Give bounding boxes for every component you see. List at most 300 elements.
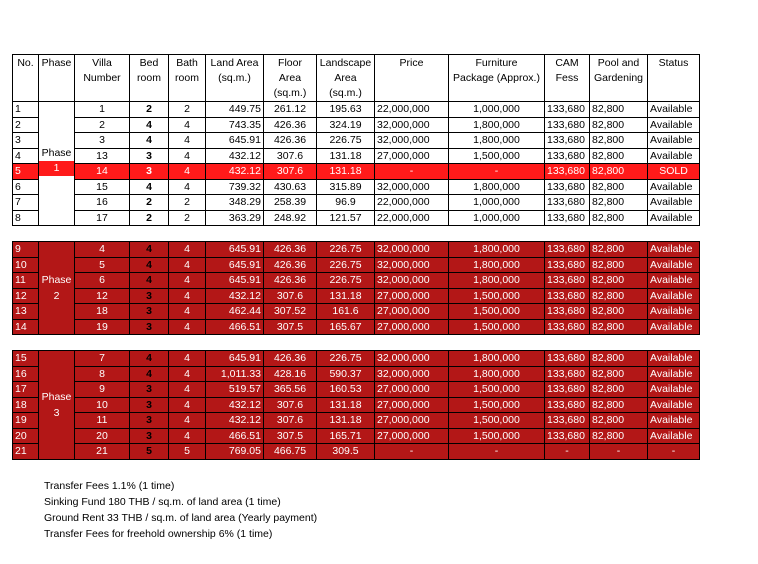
landscape-area: 315.89 bbox=[317, 179, 375, 195]
cam-fees: 133,680 bbox=[545, 102, 590, 118]
land-area: 432.12 bbox=[206, 148, 264, 164]
section-separator bbox=[13, 226, 700, 242]
row-number: 1 bbox=[13, 102, 39, 118]
column-header bbox=[545, 55, 590, 102]
price: 32,000,000 bbox=[375, 133, 449, 149]
price: - bbox=[375, 164, 449, 180]
land-area: 743.35 bbox=[206, 117, 264, 133]
row-number: 15 bbox=[13, 351, 39, 367]
cam-fees: 133,680 bbox=[545, 413, 590, 429]
phase-label: Phase bbox=[41, 147, 72, 159]
villa-number: 17 bbox=[75, 210, 130, 226]
price: 27,000,000 bbox=[375, 428, 449, 444]
column-header bbox=[375, 55, 449, 102]
table-row bbox=[13, 288, 700, 304]
bathrooms: 4 bbox=[169, 366, 206, 382]
column-header-line: (sq.m.) bbox=[329, 87, 362, 99]
phase-label: Phase bbox=[41, 274, 72, 286]
column-header-line: Pool and bbox=[597, 57, 640, 69]
column-header-line: Floor bbox=[278, 57, 302, 69]
row-number: 7 bbox=[13, 195, 39, 211]
villa-number: 3 bbox=[75, 133, 130, 149]
pool-gardening: 82,800 bbox=[590, 242, 648, 258]
row-number: 2 bbox=[13, 117, 39, 133]
column-header-line: Villa bbox=[92, 57, 112, 69]
price: 27,000,000 bbox=[375, 397, 449, 413]
pool-gardening: 82,800 bbox=[590, 273, 648, 289]
price: 32,000,000 bbox=[375, 351, 449, 367]
price: 22,000,000 bbox=[375, 195, 449, 211]
bedrooms: 4 bbox=[130, 273, 169, 289]
cam-fees: 133,680 bbox=[545, 288, 590, 304]
land-area: 769.05 bbox=[206, 444, 264, 460]
furniture-package: 1,000,000 bbox=[449, 210, 545, 226]
furniture-package: 1,800,000 bbox=[449, 257, 545, 273]
cam-fees: 133,680 bbox=[545, 179, 590, 195]
villa-number: 6 bbox=[75, 273, 130, 289]
floor-area: 365.56 bbox=[264, 382, 317, 398]
cam-fees: 133,680 bbox=[545, 148, 590, 164]
floor-area: 466.75 bbox=[264, 444, 317, 460]
table-row bbox=[13, 133, 700, 149]
pool-gardening: 82,800 bbox=[590, 288, 648, 304]
villa-price-table bbox=[12, 54, 700, 460]
row-number: 3 bbox=[13, 133, 39, 149]
bathrooms: 4 bbox=[169, 133, 206, 149]
cam-fees: 133,680 bbox=[545, 319, 590, 335]
table-row bbox=[13, 273, 700, 289]
land-area: 432.12 bbox=[206, 413, 264, 429]
cam-fees: 133,680 bbox=[545, 257, 590, 273]
cam-fees: 133,680 bbox=[545, 117, 590, 133]
pool-gardening: 82,800 bbox=[590, 195, 648, 211]
column-header-line: Bed bbox=[139, 57, 159, 69]
bathrooms: 4 bbox=[169, 257, 206, 273]
bathrooms: 4 bbox=[169, 148, 206, 164]
column-header-line: Number bbox=[83, 72, 121, 84]
phase-cell bbox=[39, 242, 75, 335]
column-header-line: No. bbox=[17, 57, 34, 69]
column-header bbox=[39, 55, 75, 102]
status-badge: Available bbox=[648, 428, 700, 444]
land-area: 645.91 bbox=[206, 242, 264, 258]
floor-area: 261.12 bbox=[264, 102, 317, 118]
table-row bbox=[13, 413, 700, 429]
land-area: 432.12 bbox=[206, 164, 264, 180]
land-area: 645.91 bbox=[206, 273, 264, 289]
table-row bbox=[13, 366, 700, 382]
status-badge: Available bbox=[648, 257, 700, 273]
table-row bbox=[13, 382, 700, 398]
column-header-line: Status bbox=[658, 57, 689, 69]
bedrooms: 4 bbox=[130, 133, 169, 149]
land-area: 462.44 bbox=[206, 304, 264, 320]
price: 27,000,000 bbox=[375, 304, 449, 320]
landscape-area: 226.75 bbox=[317, 351, 375, 367]
price: 27,000,000 bbox=[375, 413, 449, 429]
villa-number: 18 bbox=[75, 304, 130, 320]
column-header bbox=[130, 55, 169, 102]
villa-number: 11 bbox=[75, 413, 130, 429]
pool-gardening: 82,800 bbox=[590, 304, 648, 320]
table-row bbox=[13, 148, 700, 164]
column-header-line: Phase bbox=[41, 57, 72, 69]
price: 27,000,000 bbox=[375, 319, 449, 335]
bathrooms: 4 bbox=[169, 164, 206, 180]
floor-area: 430.63 bbox=[264, 179, 317, 195]
status-badge: Available bbox=[648, 413, 700, 429]
bedrooms: 3 bbox=[130, 304, 169, 320]
column-header bbox=[13, 55, 39, 102]
landscape-area: 131.18 bbox=[317, 148, 375, 164]
furniture-package: 1,800,000 bbox=[449, 117, 545, 133]
table-row bbox=[13, 164, 700, 180]
bedrooms: 3 bbox=[130, 319, 169, 335]
column-header-line: Fess bbox=[555, 72, 579, 84]
pool-gardening: 82,800 bbox=[590, 133, 648, 149]
table-row bbox=[13, 210, 700, 226]
bedrooms: 2 bbox=[130, 102, 169, 118]
cam-fees: 133,680 bbox=[545, 304, 590, 320]
pool-gardening: 82,800 bbox=[590, 319, 648, 335]
floor-area: 307.5 bbox=[264, 319, 317, 335]
column-header-line: Package (Approx.) bbox=[453, 72, 540, 84]
landscape-area: 121.57 bbox=[317, 210, 375, 226]
column-header bbox=[169, 55, 206, 102]
column-header bbox=[206, 55, 264, 102]
furniture-package: 1,000,000 bbox=[449, 195, 545, 211]
cam-fees: 133,680 bbox=[545, 242, 590, 258]
status-badge: Available bbox=[648, 366, 700, 382]
floor-area: 307.6 bbox=[264, 164, 317, 180]
row-number: 19 bbox=[13, 413, 39, 429]
column-header-line: (sq.m.) bbox=[273, 87, 307, 99]
column-header bbox=[590, 55, 648, 102]
landscape-area: 195.63 bbox=[317, 102, 375, 118]
floor-area: 426.36 bbox=[264, 242, 317, 258]
bathrooms: 4 bbox=[169, 413, 206, 429]
phase-number: 3 bbox=[53, 406, 60, 419]
row-number: 20 bbox=[13, 428, 39, 444]
column-header bbox=[449, 55, 545, 102]
table-row bbox=[13, 351, 700, 367]
landscape-area: 165.67 bbox=[317, 319, 375, 335]
floor-area: 426.36 bbox=[264, 117, 317, 133]
status-badge: Available bbox=[648, 319, 700, 335]
price: - bbox=[375, 444, 449, 460]
furniture-package: 1,500,000 bbox=[449, 319, 545, 335]
land-area: 645.91 bbox=[206, 257, 264, 273]
row-number: 6 bbox=[13, 179, 39, 195]
note-freehold-fees: Transfer Fees for freehold ownership 6% (1 time) bbox=[44, 528, 273, 540]
bathrooms: 4 bbox=[169, 179, 206, 195]
villa-number: 2 bbox=[75, 117, 130, 133]
price: 32,000,000 bbox=[375, 117, 449, 133]
row-number: 13 bbox=[13, 304, 39, 320]
column-header-line: Price bbox=[399, 57, 424, 69]
table-row bbox=[13, 179, 700, 195]
status-badge: Available bbox=[648, 273, 700, 289]
status-badge: Available bbox=[648, 102, 700, 118]
pool-gardening: 82,800 bbox=[590, 351, 648, 367]
bedrooms: 3 bbox=[130, 382, 169, 398]
row-number: 17 bbox=[13, 382, 39, 398]
furniture-package: 1,500,000 bbox=[449, 304, 545, 320]
cam-fees: 133,680 bbox=[545, 133, 590, 149]
floor-area: 307.6 bbox=[264, 288, 317, 304]
villa-number: 1 bbox=[75, 102, 130, 118]
land-area: 739.32 bbox=[206, 179, 264, 195]
furniture-package: 1,800,000 bbox=[449, 133, 545, 149]
table-row bbox=[13, 304, 700, 320]
column-header bbox=[317, 55, 375, 102]
bedrooms: 3 bbox=[130, 148, 169, 164]
villa-number: 10 bbox=[75, 397, 130, 413]
villa-number: 5 bbox=[75, 257, 130, 273]
bathrooms: 2 bbox=[169, 210, 206, 226]
column-header-line: room bbox=[175, 72, 199, 84]
bedrooms: 4 bbox=[130, 351, 169, 367]
status-badge: Available bbox=[648, 195, 700, 211]
table-row bbox=[13, 319, 700, 335]
table-row bbox=[13, 397, 700, 413]
villa-number: 19 bbox=[75, 319, 130, 335]
furniture-package: 1,500,000 bbox=[449, 148, 545, 164]
land-area: 449.75 bbox=[206, 102, 264, 118]
bedrooms: 3 bbox=[130, 397, 169, 413]
furniture-package: 1,800,000 bbox=[449, 366, 545, 382]
fee-notes bbox=[44, 478, 317, 542]
row-number: 18 bbox=[13, 397, 39, 413]
furniture-package: 1,500,000 bbox=[449, 413, 545, 429]
section-separator bbox=[13, 335, 700, 351]
cam-fees: 133,680 bbox=[545, 351, 590, 367]
price: 32,000,000 bbox=[375, 242, 449, 258]
bedrooms: 4 bbox=[130, 242, 169, 258]
floor-area: 307.52 bbox=[264, 304, 317, 320]
pool-gardening: 82,800 bbox=[590, 382, 648, 398]
land-area: 363.29 bbox=[206, 210, 264, 226]
status-badge: SOLD bbox=[648, 164, 700, 180]
column-header bbox=[75, 55, 130, 102]
villa-number: 14 bbox=[75, 164, 130, 180]
bedrooms: 2 bbox=[130, 195, 169, 211]
row-number: 5 bbox=[13, 164, 39, 180]
bathrooms: 2 bbox=[169, 195, 206, 211]
note-ground-rent: Ground Rent 33 THB / sq.m. of land area (Yearly payment) bbox=[44, 512, 318, 524]
column-header-line: room bbox=[137, 72, 161, 84]
status-badge: Available bbox=[648, 351, 700, 367]
column-header bbox=[648, 55, 700, 102]
pool-gardening: 82,800 bbox=[590, 397, 648, 413]
bedrooms: 3 bbox=[130, 164, 169, 180]
cam-fees: 133,680 bbox=[545, 397, 590, 413]
separator-cell bbox=[13, 335, 700, 351]
land-area: 1,011.33 bbox=[206, 366, 264, 382]
status-badge: Available bbox=[648, 133, 700, 149]
bedrooms: 5 bbox=[130, 444, 169, 460]
table-row bbox=[13, 102, 700, 118]
villa-number: 4 bbox=[75, 242, 130, 258]
villa-number: 20 bbox=[75, 428, 130, 444]
land-area: 466.51 bbox=[206, 319, 264, 335]
price: 22,000,000 bbox=[375, 102, 449, 118]
row-number: 4 bbox=[13, 148, 39, 164]
floor-area: 307.6 bbox=[264, 413, 317, 429]
bathrooms: 4 bbox=[169, 242, 206, 258]
villa-number: 16 bbox=[75, 195, 130, 211]
villa-number: 21 bbox=[75, 444, 130, 460]
bathrooms: 4 bbox=[169, 428, 206, 444]
table-row bbox=[13, 117, 700, 133]
bathrooms: 2 bbox=[169, 102, 206, 118]
landscape-area: 131.18 bbox=[317, 397, 375, 413]
column-header-line: Gardening bbox=[593, 72, 644, 84]
status-badge: Available bbox=[648, 179, 700, 195]
phase-number: 2 bbox=[53, 290, 60, 302]
landscape-area: 165.71 bbox=[317, 428, 375, 444]
cam-fees: 133,680 bbox=[545, 195, 590, 211]
floor-area: 426.36 bbox=[264, 273, 317, 289]
furniture-package: 1,500,000 bbox=[449, 288, 545, 304]
furniture-package: 1,000,000 bbox=[449, 102, 545, 118]
floor-area: 426.36 bbox=[264, 257, 317, 273]
furniture-package: 1,800,000 bbox=[449, 179, 545, 195]
pool-gardening: 82,800 bbox=[590, 117, 648, 133]
status-badge: Available bbox=[648, 288, 700, 304]
column-header-line: Area bbox=[334, 72, 357, 84]
villa-number: 15 bbox=[75, 179, 130, 195]
bedrooms: 2 bbox=[130, 210, 169, 226]
land-area: 432.12 bbox=[206, 288, 264, 304]
phase-label: Phase bbox=[41, 390, 72, 403]
table-row bbox=[13, 428, 700, 444]
status-badge: Available bbox=[648, 304, 700, 320]
column-header-line: CAM bbox=[555, 57, 579, 69]
bathrooms: 4 bbox=[169, 288, 206, 304]
status-badge: Available bbox=[648, 117, 700, 133]
bathrooms: 4 bbox=[169, 304, 206, 320]
floor-area: 426.36 bbox=[264, 133, 317, 149]
bathrooms: 4 bbox=[169, 117, 206, 133]
villa-number: 7 bbox=[75, 351, 130, 367]
furniture-package: 1,800,000 bbox=[449, 273, 545, 289]
bedrooms: 3 bbox=[130, 428, 169, 444]
floor-area: 307.6 bbox=[264, 397, 317, 413]
bathrooms: 5 bbox=[169, 444, 206, 460]
price: 32,000,000 bbox=[375, 179, 449, 195]
phase-cell bbox=[39, 351, 75, 460]
status-badge: Available bbox=[648, 382, 700, 398]
pool-gardening: 82,800 bbox=[590, 164, 648, 180]
row-number: 11 bbox=[13, 273, 39, 289]
cam-fees: 133,680 bbox=[545, 273, 590, 289]
furniture-package: 1,800,000 bbox=[449, 351, 545, 367]
furniture-package: 1,800,000 bbox=[449, 242, 545, 258]
bathrooms: 4 bbox=[169, 397, 206, 413]
cam-fees: 133,680 bbox=[545, 428, 590, 444]
bedrooms: 3 bbox=[130, 413, 169, 429]
price: 27,000,000 bbox=[375, 382, 449, 398]
column-header-line: Bath bbox=[176, 57, 198, 69]
land-area: 466.51 bbox=[206, 428, 264, 444]
table-body bbox=[13, 102, 700, 460]
pool-gardening: - bbox=[590, 444, 648, 460]
column-header-line: Land Area bbox=[210, 57, 259, 69]
column-header-line: Furniture bbox=[475, 57, 518, 69]
land-area: 645.91 bbox=[206, 133, 264, 149]
landscape-area: 226.75 bbox=[317, 133, 375, 149]
pool-gardening: 82,800 bbox=[590, 366, 648, 382]
table-row bbox=[13, 257, 700, 273]
cam-fees: 133,680 bbox=[545, 366, 590, 382]
villa-number: 9 bbox=[75, 382, 130, 398]
price: 27,000,000 bbox=[375, 148, 449, 164]
row-number: 16 bbox=[13, 366, 39, 382]
villa-number: 12 bbox=[75, 288, 130, 304]
price: 27,000,000 bbox=[375, 288, 449, 304]
landscape-area: 131.18 bbox=[317, 413, 375, 429]
row-number: 10 bbox=[13, 257, 39, 273]
table-row bbox=[13, 242, 700, 258]
column-header-line: Landscape bbox=[319, 57, 372, 69]
bathrooms: 4 bbox=[169, 319, 206, 335]
pool-gardening: 82,800 bbox=[590, 413, 648, 429]
row-number: 21 bbox=[13, 444, 39, 460]
status-badge: - bbox=[648, 444, 700, 460]
table-row bbox=[13, 444, 700, 460]
note-transfer-fees: Transfer Fees 1.1% (1 time) bbox=[44, 480, 175, 492]
bathrooms: 4 bbox=[169, 351, 206, 367]
furniture-package: 1,500,000 bbox=[449, 397, 545, 413]
floor-area: 426.36 bbox=[264, 351, 317, 367]
landscape-area: 226.75 bbox=[317, 257, 375, 273]
phase-number: 1 bbox=[39, 161, 74, 176]
cam-fees: - bbox=[545, 444, 590, 460]
bedrooms: 4 bbox=[130, 179, 169, 195]
floor-area: 307.6 bbox=[264, 148, 317, 164]
bedrooms: 4 bbox=[130, 366, 169, 382]
landscape-area: 309.5 bbox=[317, 444, 375, 460]
landscape-area: 160.53 bbox=[317, 382, 375, 398]
floor-area: 428.16 bbox=[264, 366, 317, 382]
floor-area: 248.92 bbox=[264, 210, 317, 226]
bathrooms: 4 bbox=[169, 273, 206, 289]
status-badge: Available bbox=[648, 148, 700, 164]
landscape-area: 324.19 bbox=[317, 117, 375, 133]
price: 32,000,000 bbox=[375, 257, 449, 273]
phase-cell bbox=[39, 102, 75, 226]
landscape-area: 590.37 bbox=[317, 366, 375, 382]
pool-gardening: 82,800 bbox=[590, 179, 648, 195]
status-badge: Available bbox=[648, 397, 700, 413]
landscape-area: 161.6 bbox=[317, 304, 375, 320]
pool-gardening: 82,800 bbox=[590, 102, 648, 118]
pool-gardening: 82,800 bbox=[590, 428, 648, 444]
note-sinking-fund: Sinking Fund 180 THB / sq.m. of land area (1 time) bbox=[44, 496, 281, 508]
row-number: 14 bbox=[13, 319, 39, 335]
pool-gardening: 82,800 bbox=[590, 148, 648, 164]
table-row bbox=[13, 195, 700, 211]
status-badge: Available bbox=[648, 210, 700, 226]
column-header-line: Area bbox=[278, 72, 302, 84]
bedrooms: 3 bbox=[130, 288, 169, 304]
row-number: 8 bbox=[13, 210, 39, 226]
bedrooms: 4 bbox=[130, 257, 169, 273]
furniture-package: 1,500,000 bbox=[449, 428, 545, 444]
column-header-line: (sq.m.) bbox=[218, 72, 251, 84]
villa-number: 8 bbox=[75, 366, 130, 382]
